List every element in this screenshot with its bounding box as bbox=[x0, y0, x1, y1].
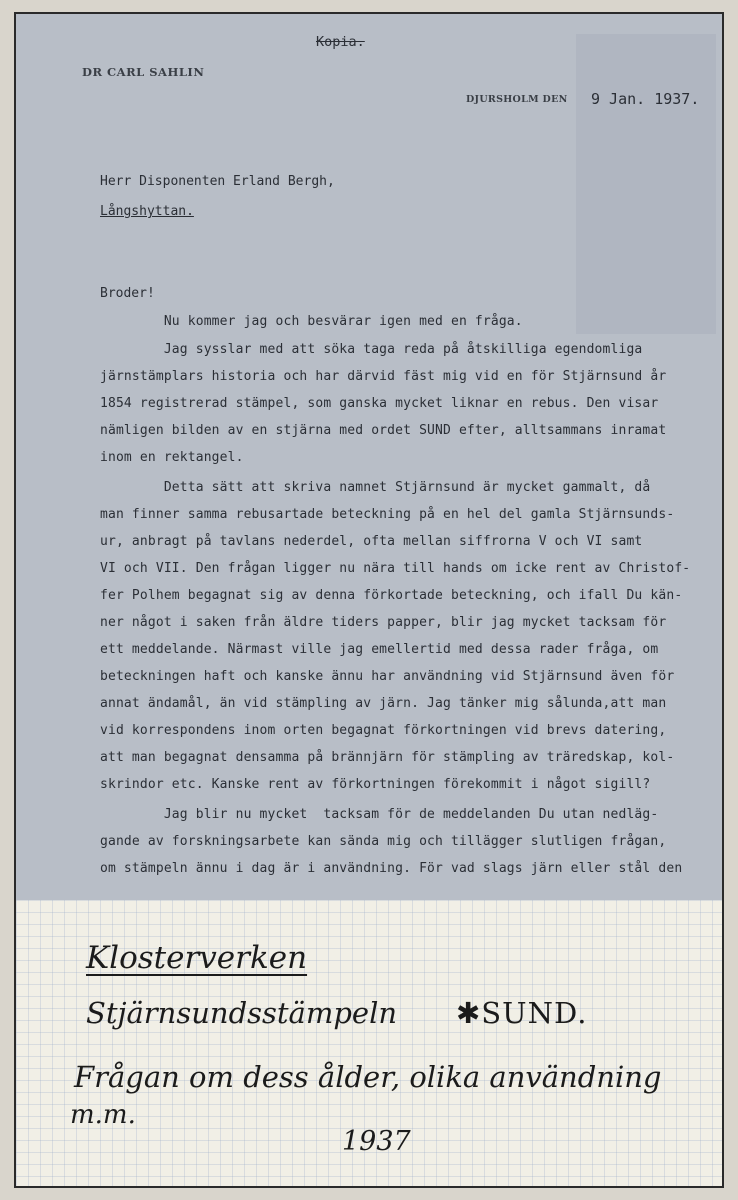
note-year: 1937 bbox=[342, 1126, 411, 1157]
recipient-town: Långshyttan. bbox=[100, 204, 194, 219]
body-line: fer Polhem begagnat sig av denna förkortade beteckning, och ifall Du kän- bbox=[100, 588, 683, 603]
letter-page bbox=[16, 14, 722, 900]
note-etc: m.m. bbox=[70, 1100, 136, 1130]
body-line: man finner samma rebusartade beteckning på en hel del gamla Stjärnsunds- bbox=[100, 507, 675, 522]
body-line: annat ändamål, än vid stämpling av järn. Jag tänker mig sålunda,att man bbox=[100, 696, 667, 711]
note-subject: Stjärnsundsstämpeln bbox=[86, 996, 398, 1030]
body-line: VI och VII. Den frågan ligger nu nära till hands om icke rent av Christof- bbox=[100, 561, 691, 576]
archive-note-card bbox=[16, 900, 722, 1186]
watermark-shade bbox=[576, 34, 716, 334]
body-line: gande av forskningsarbete kan sända mig och tillägger slutligen frågan, bbox=[100, 834, 667, 849]
body-line: skrindor etc. Kanske rent av förkortningen förekommit i något sigill? bbox=[100, 777, 651, 792]
body-line: beteckningen haft och kanske ännu har användning vid Stjärnsund även för bbox=[100, 669, 675, 684]
note-description: Frågan om dess ålder, olika användning bbox=[74, 1060, 662, 1094]
body-line: Nu kommer jag och besvärar igen med en fråga. bbox=[100, 314, 523, 329]
body-line: järnstämplars historia och har därvid fäst mig vid en för Stjärnsund år bbox=[100, 369, 667, 384]
body-line: Detta sätt att skriva namnet Stjärnsund är mycket gammalt, då bbox=[100, 480, 651, 495]
copy-label-text: Kopia. bbox=[316, 34, 365, 50]
greeting: Broder! bbox=[100, 286, 155, 301]
body-line: inom en rektangel. bbox=[100, 450, 244, 465]
body-line: ner något i saken från äldre tiders papper, blir jag mycket tacksam för bbox=[100, 615, 667, 630]
body-line: om stämpeln ännu i dag är i användning. För vad slags järn eller stål den bbox=[100, 861, 683, 876]
letter-date: 9 Jan. 1937. bbox=[591, 90, 700, 108]
body-line: nämligen bilden av en stjärna med ordet SUND efter, alltsammans inramat bbox=[100, 423, 667, 438]
recipient-line: Herr Disponenten Erland Bergh, bbox=[100, 174, 335, 189]
note-mark: ✱SUND. bbox=[456, 996, 588, 1030]
body-line: ur, anbragt på tavlans nederdel, ofta mellan siffrorna V och VI samt bbox=[100, 534, 643, 549]
letterhead-place: DJURSHOLM DEN bbox=[466, 94, 568, 105]
copy-label bbox=[316, 34, 365, 50]
body-line: 1854 registrerad stämpel, som ganska mycket liknar en rebus. Den visar bbox=[100, 396, 659, 411]
body-line: ett meddelande. Närmast ville jag emellertid med dessa rader fråga, om bbox=[100, 642, 659, 657]
letterhead-sender: DR CARL SAHLIN bbox=[82, 65, 205, 79]
note-title: Klosterverken bbox=[86, 940, 308, 976]
body-line: Jag blir nu mycket tacksam för de meddelanden Du utan nedläg- bbox=[100, 807, 659, 822]
body-line: att man begagnat densamma på brännjärn för stämpling av träredskap, kol- bbox=[100, 750, 675, 765]
body-line: vid korrespondens inom orten begagnat förkortningen vid brevs datering, bbox=[100, 723, 667, 738]
body-line: Jag sysslar med att söka taga reda på åtskilliga egendomliga bbox=[100, 342, 643, 357]
